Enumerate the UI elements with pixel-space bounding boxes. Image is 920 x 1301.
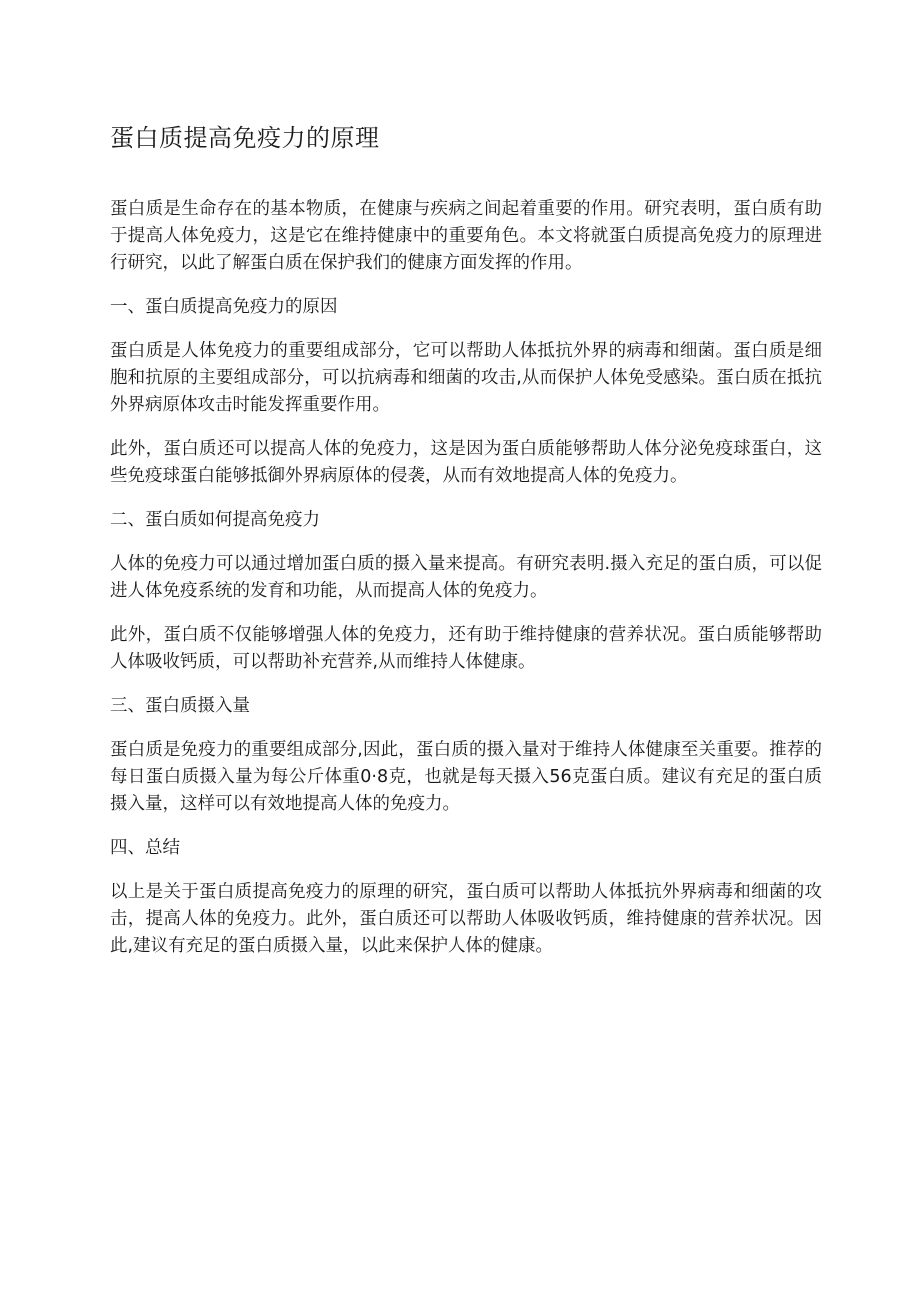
section-4 bbox=[110, 835, 822, 960]
section-paragraph: 人体的免疫力可以通过增加蛋白质的摄入量来提高。有研究表明.摄入充足的蛋白质，可以促进人体免疫系统的发育和功能，从而提高人体的免疫力。 bbox=[110, 554, 822, 601]
section-heading: 三、蛋白质摄入量 bbox=[110, 696, 250, 716]
page-title: 蛋白质提高免疫力的原理 bbox=[110, 124, 380, 152]
section-2 bbox=[110, 507, 822, 676]
section-1 bbox=[110, 294, 822, 490]
section-heading: 一、蛋白质提高免疫力的原因 bbox=[110, 297, 338, 317]
section-paragraph: 此外，蛋白质不仅能够增强人体的免疫力，还有助于维持健康的营养状况。蛋白质能够帮助人体吸收钙质，可以帮助补充营养,从而维持人体健康。 bbox=[110, 625, 822, 672]
section-paragraph: 蛋白质是免疫力的重要组成部分,因此，蛋白质的摄入量对于维持人体健康至关重要。推荐的每日蛋白质摄入量为每公斤体重0·8克，也就是每天摄入56克蛋白质。建议有充足的蛋白质摄入量，这样可以有效地提高人体的免疫力。 bbox=[110, 740, 822, 814]
section-heading: 二、蛋白质如何提高免疫力 bbox=[110, 510, 320, 530]
document-body bbox=[110, 118, 822, 977]
section-3 bbox=[110, 693, 822, 818]
section-heading: 四、总结 bbox=[110, 838, 180, 858]
section-paragraph: 此外，蛋白质还可以提高人体的免疫力，这是因为蛋白质能够帮助人体分泌免疫球蛋白，这些免疫球蛋白能够抵御外界病原体的侵袭，从而有效地提高人体的免疫力。 bbox=[110, 439, 822, 486]
intro-paragraph: 蛋白质是生命存在的基本物质，在健康与疾病之间起着重要的作用。研究表明，蛋白质有助于提高人体免疫力，这是它在维持健康中的重要角色。本文将就蛋白质提高免疫力的原理进行研究，以此了解蛋白质在保护我们的健康方面发挥的作用。 bbox=[110, 199, 822, 273]
section-paragraph: 蛋白质是人体免疫力的重要组成部分，它可以帮助人体抵抗外界的病毒和细菌。蛋白质是细胞和抗原的主要组成部分，可以抗病毒和细菌的攻击,从而保护人体免受感染。蛋白质在抵抗外界病原体攻击时能发挥重要作用。 bbox=[110, 341, 822, 415]
section-paragraph: 以上是关于蛋白质提高免疫力的原理的研究，蛋白质可以帮助人体抵抗外界病毒和细菌的攻击，提高人体的免疫力。此外，蛋白质还可以帮助人体吸收钙质，维持健康的营养状况。因此,建议有充足的蛋白质摄入量，以此来保护人体的健康。 bbox=[110, 882, 822, 956]
